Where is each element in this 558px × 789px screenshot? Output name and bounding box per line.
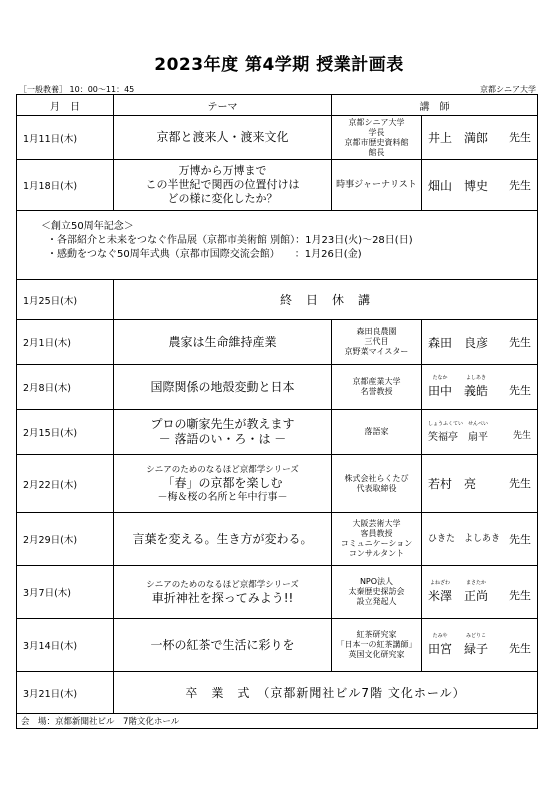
venue-note: 会 場：京都新聞社ビル 7階文化ホール bbox=[17, 714, 538, 729]
row-date: 3月14日(木) bbox=[17, 619, 114, 672]
schedule-table bbox=[16, 94, 538, 729]
surname: たなか 田中 bbox=[428, 374, 453, 398]
honorific: 先生 bbox=[509, 641, 531, 655]
lecturer-name: 畑山 博史 bbox=[428, 178, 489, 193]
table-row bbox=[17, 455, 538, 513]
affiliation-line: 客員教授 bbox=[360, 529, 393, 538]
surname-ruby: よねざわ bbox=[430, 579, 451, 586]
affiliation-line: 代表取締役 bbox=[356, 483, 397, 493]
table-row bbox=[17, 320, 538, 365]
row-affiliation bbox=[332, 619, 422, 672]
row-date: 2月22日(木) bbox=[17, 455, 114, 513]
row-lecturer bbox=[422, 320, 538, 365]
given-name: まさたか 正尚 bbox=[464, 579, 489, 603]
table-row bbox=[17, 160, 538, 211]
page-title: 2023年度 第4学期 授業計画表 bbox=[154, 55, 404, 75]
row-affiliation bbox=[332, 455, 422, 513]
column-header-date: 月 日 bbox=[17, 95, 114, 116]
row-lecturer bbox=[422, 455, 538, 513]
lecturer-name: ひきた よしあき bbox=[428, 534, 501, 544]
given-name: よしあき 義皓 bbox=[464, 374, 489, 398]
table-header-row bbox=[17, 95, 538, 116]
affiliation-line: 「日本一の紅茶講師」 bbox=[336, 640, 417, 649]
row-date: 2月8日(木) bbox=[17, 365, 114, 410]
affiliation-line: 紅茶研究家 bbox=[356, 630, 397, 639]
given-name-ruby: せんぺい bbox=[468, 420, 488, 427]
no-class-notice: 終 日 休 講 bbox=[114, 280, 538, 320]
row-date: 2月1日(木) bbox=[17, 320, 114, 365]
honorific: 先生 bbox=[512, 430, 531, 441]
row-date: 2月15日(木) bbox=[17, 410, 114, 455]
row-affiliation: 落語家 bbox=[332, 410, 422, 455]
table-row bbox=[17, 566, 538, 619]
lecturer-name: 井上 満郎 bbox=[428, 131, 489, 145]
affiliation-line: 館長 bbox=[368, 147, 385, 157]
announcement-heading: ＜創立50周年記念＞ bbox=[41, 221, 134, 232]
theme-line: 車折神社を探ってみよう!! bbox=[151, 590, 294, 605]
affiliation-line: 大阪芸術大学 bbox=[352, 519, 401, 528]
surname: たみや 田宮 bbox=[428, 632, 453, 656]
row-affiliation: 時事ジャーナリスト bbox=[332, 160, 422, 211]
row-date: 3月21日(木) bbox=[17, 672, 114, 714]
given-name: せんぺい 扇平 bbox=[468, 420, 488, 443]
honorific: 先生 bbox=[509, 533, 531, 546]
affiliation-line: コミュニケーション bbox=[340, 539, 413, 548]
row-date: 1月11日(木) bbox=[17, 116, 114, 160]
row-date: 1月18日(木) bbox=[17, 160, 114, 211]
surname: よねざわ 米澤 bbox=[428, 579, 453, 603]
honorific: 先生 bbox=[509, 131, 531, 144]
given-name-ruby: まさたか bbox=[466, 579, 487, 586]
affiliation-line: 京都市歴史資料館 bbox=[344, 137, 409, 147]
row-lecturer bbox=[422, 365, 538, 410]
column-header-theme: テーマ bbox=[114, 95, 332, 116]
affiliation-line: 設立発起人 bbox=[356, 597, 397, 606]
theme-subtitle: －梅＆桜の名所と年中行事－ bbox=[157, 491, 288, 503]
announcement-item: ・感動をつなぐ50周年式典（京都市国際交流会館） ：1月26日(金) bbox=[47, 249, 362, 260]
row-lecturer bbox=[422, 619, 538, 672]
row-lecturer bbox=[422, 116, 538, 160]
affiliation-line: 三代目 bbox=[364, 337, 389, 346]
row-theme bbox=[114, 566, 332, 619]
surname-ruby: しょうふくてい bbox=[428, 420, 464, 427]
surname-ruby: たなか bbox=[432, 374, 448, 381]
affiliation-line: 京都産業大学 bbox=[352, 377, 401, 386]
row-affiliation bbox=[332, 513, 422, 566]
row-affiliation bbox=[332, 320, 422, 365]
affiliation-line: NPO法人 bbox=[359, 577, 394, 586]
honorific: 先生 bbox=[509, 335, 531, 349]
honorific: 先生 bbox=[509, 477, 531, 490]
honorific: 先生 bbox=[509, 383, 531, 397]
anniversary-announcement bbox=[17, 211, 538, 280]
organization-name: 京都シニア大学 bbox=[480, 85, 536, 94]
affiliation-line: 英国文化研究家 bbox=[348, 650, 405, 659]
row-theme: 京都と渡来人・渡来文化 bbox=[114, 116, 332, 160]
column-header-lecturer: 講 師 bbox=[332, 95, 538, 116]
honorific: 先生 bbox=[509, 178, 531, 192]
row-theme: 言葉を変える。生き方が変わる。 bbox=[114, 513, 332, 566]
theme-line: 万博から万博まで bbox=[178, 164, 267, 177]
row-date: 1月25日(木) bbox=[17, 280, 114, 320]
venue-row bbox=[17, 714, 538, 729]
row-lecturer bbox=[422, 513, 538, 566]
table-row bbox=[17, 672, 538, 714]
row-date: 2月29日(木) bbox=[17, 513, 114, 566]
affiliation-line: 太秦歴史探訪会 bbox=[348, 587, 405, 596]
affiliation-line: 株式会社らくたび bbox=[344, 473, 409, 483]
affiliation-line: 京都シニア大学 bbox=[348, 117, 405, 127]
theme-line: 「春」の京都を楽しむ bbox=[162, 475, 283, 490]
row-theme: 一杯の紅茶で生活に彩りを bbox=[114, 619, 332, 672]
given-name-ruby: みどりこ bbox=[466, 632, 487, 639]
table-row bbox=[17, 513, 538, 566]
announcement-row bbox=[17, 211, 538, 280]
affiliation-line: 森田良農園 bbox=[356, 327, 397, 336]
table-row bbox=[17, 116, 538, 160]
row-affiliation bbox=[332, 365, 422, 410]
affiliation-line: 学長 bbox=[368, 127, 385, 137]
theme-line: － 落語のい・ろ・は － bbox=[158, 432, 287, 446]
honorific: 先生 bbox=[509, 588, 531, 602]
row-date: 3月7日(木) bbox=[17, 566, 114, 619]
table-row bbox=[17, 410, 538, 455]
row-theme: 農家は生命維持産業 bbox=[114, 320, 332, 365]
affiliation-line: 京野菜マイスター bbox=[344, 347, 409, 356]
row-lecturer bbox=[422, 160, 538, 211]
row-affiliation bbox=[332, 566, 422, 619]
surname-ruby: たみや bbox=[432, 632, 448, 639]
table-row bbox=[17, 280, 538, 320]
lecturer-name: 若村 亮 bbox=[428, 477, 477, 491]
category-time: ［一般教養］ 10：00～11：45 bbox=[19, 85, 135, 94]
affiliation-line: 名誉教授 bbox=[360, 387, 393, 396]
row-lecturer bbox=[422, 566, 538, 619]
series-label: シニアのためのなるほど京都学シリーズ bbox=[146, 464, 299, 475]
theme-line: どの様に変化したか？ bbox=[167, 192, 278, 205]
theme-line: プロの噺家先生が教えます bbox=[150, 417, 295, 431]
row-lecturer bbox=[422, 410, 538, 455]
lecturer-name: 森田 良彦 bbox=[428, 335, 489, 350]
given-name-ruby: よしあき bbox=[466, 374, 487, 381]
row-theme bbox=[114, 410, 332, 455]
announcement-item: ・各部紹介と未来をつなぐ作品展（京都市美術館 別館）：1月23日(火)～28日(日) bbox=[47, 235, 413, 246]
row-theme: 国際関係の地殻変動と日本 bbox=[114, 365, 332, 410]
theme-line: この半世紀で関西の位置付けは bbox=[145, 178, 300, 191]
series-label: シニアのためのなるほど京都学シリーズ bbox=[146, 579, 299, 590]
affiliation-line: コンサルタント bbox=[348, 549, 405, 558]
table-row bbox=[17, 365, 538, 410]
row-theme bbox=[114, 160, 332, 211]
graduation-ceremony: 卒 業 式 （京都新聞社ビル7階 文化ホール） bbox=[114, 672, 538, 714]
row-affiliation bbox=[332, 116, 422, 160]
given-name: みどりこ 緑子 bbox=[464, 632, 489, 656]
table-row bbox=[17, 619, 538, 672]
row-theme bbox=[114, 455, 332, 513]
surname: しょうふくてい 笑福亭 bbox=[428, 420, 464, 443]
